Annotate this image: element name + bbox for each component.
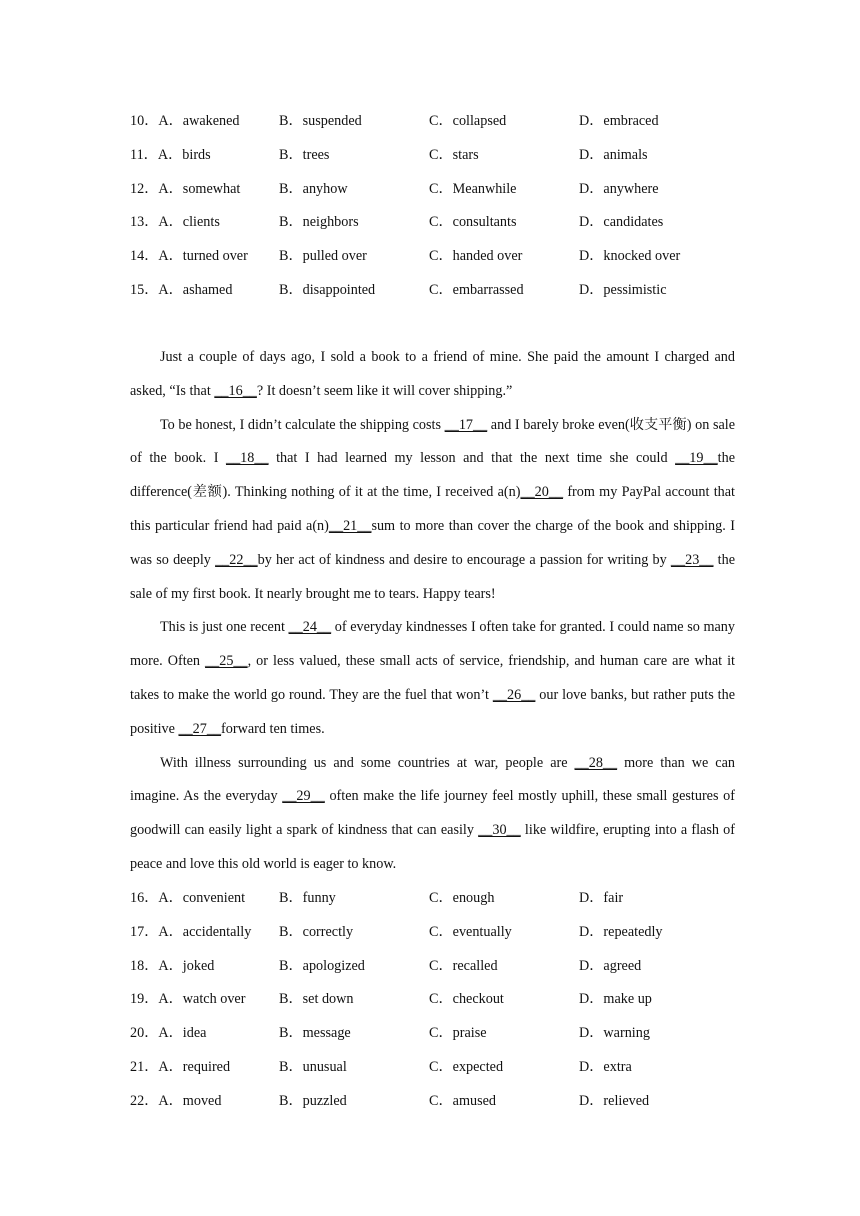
question-row-12	[130, 173, 770, 207]
option-b: B．set down	[279, 991, 354, 1008]
blank-19: __19__	[675, 450, 718, 467]
options-group-bottom	[130, 882, 770, 1119]
passage-text: by her act of kindness and desire to encourage a passion for writing by	[257, 551, 671, 568]
passage-text: and I barely broke even(收支平衡) on sale of the book. I	[130, 416, 736, 467]
option-c: C．recalled	[429, 957, 498, 974]
question-row-14	[130, 240, 770, 274]
passage-paragraph-4	[130, 747, 735, 882]
passage-text: from my PayPal account that this particular friend had paid a(n)	[130, 484, 735, 534]
cloze-passage	[130, 341, 735, 882]
blank-18: __18__	[225, 450, 269, 467]
option-b: B．disappointed	[279, 281, 376, 298]
passage-paragraph-2	[130, 409, 735, 612]
option-a: 20．A．idea	[130, 1025, 207, 1042]
blank-21: __21__	[328, 517, 372, 534]
passage-text: This is just one recent	[160, 619, 289, 636]
option-d: D．repeatedly	[579, 923, 663, 940]
option-a: 12．A．somewhat	[130, 180, 241, 197]
option-c: C．stars	[429, 146, 479, 163]
option-d: D．embraced	[579, 113, 659, 129]
blank-25: __25__	[205, 653, 248, 670]
question-row-16	[130, 882, 770, 916]
passage-paragraph-3	[130, 611, 735, 746]
options-group-top	[130, 105, 770, 308]
question-row-17	[130, 916, 770, 950]
option-b: B．anyhow	[279, 180, 348, 197]
passage-text: our love banks, but rather puts the positive	[130, 686, 735, 737]
question-row-20	[130, 1017, 770, 1051]
passage-text: like wildfire, erupting into a flash of peace and love this old world is eager to know.	[130, 822, 735, 872]
passage-text: the sale of my first book. It nearly brought me to tears. Happy tears!	[130, 551, 735, 602]
option-a: 10．A．awakened	[130, 113, 240, 129]
passage-text: often make the life journey feel mostly uphill, these small gestures of goodwill can easily light a spark of kindness that can easily	[130, 788, 735, 839]
blank-30: __30__	[478, 822, 521, 839]
option-a: 13．A．clients	[130, 214, 220, 231]
passage-text: the difference(差额). Thinking nothing of it at the time, I received a(n)	[130, 450, 735, 501]
question-row-10	[130, 105, 770, 139]
passage-text: of everyday kindnesses I often take for granted. I could name so many more. Often	[130, 619, 735, 670]
blank-17: __17__	[444, 416, 488, 433]
option-b: B．puzzled	[279, 1092, 347, 1109]
option-a: 16．A．convenient	[130, 890, 246, 906]
question-row-18	[130, 950, 770, 984]
blank-20: __20__	[520, 484, 564, 501]
blank-27: __27__	[178, 720, 222, 737]
option-c: C．expected	[429, 1058, 504, 1075]
blank-22: __22__	[215, 551, 258, 568]
passage-text: ? It doesn’t seem like it will cover shipping.”	[256, 382, 513, 399]
option-b: B．funny	[279, 890, 336, 906]
option-a: 17．A．accidentally	[130, 923, 252, 940]
option-d: D．relieved	[579, 1092, 650, 1109]
passage-paragraph-1	[130, 341, 735, 409]
option-c: C．handed over	[429, 248, 523, 265]
option-b: B．neighbors	[279, 214, 359, 231]
option-c: C．checkout	[429, 991, 504, 1008]
option-d: D．make up	[579, 991, 652, 1008]
option-d: D．agreed	[579, 957, 642, 974]
question-row-11	[130, 139, 770, 173]
option-b: B．unusual	[279, 1058, 347, 1075]
option-b: B．correctly	[279, 923, 354, 940]
passage-text: Just a couple of days ago, I sold a book to a friend of mine. She paid the amount I charged and asked, “Is that	[130, 349, 735, 399]
blank-28: __28__	[574, 754, 618, 771]
blank-23: __23__	[670, 551, 714, 568]
option-c: C．collapsed	[429, 113, 507, 129]
passage-text: forward ten times.	[221, 720, 325, 737]
question-row-15	[130, 274, 770, 308]
blank-16: __16__	[214, 382, 257, 399]
passage-text: that I had learned my lesson and that the next time she could	[268, 450, 676, 467]
option-a: 18．A．joked	[130, 957, 215, 974]
blank-24: __24__	[288, 619, 332, 636]
option-a: 19．A．watch over	[130, 991, 246, 1008]
option-c: C．embarrassed	[429, 281, 524, 298]
passage-text: , or less valued, these small acts of service, friendship, and human care are what it takes to make the world go round. They are the fuel that won’t	[130, 653, 735, 703]
option-b: B．suspended	[279, 113, 362, 129]
passage-text: sum to more than cover the charge of the book and shipping. I was so deeply	[130, 517, 735, 568]
passage-text: To be honest, I didn’t calculate the shipping costs	[160, 416, 445, 433]
option-a: 14．A．turned over	[130, 248, 248, 265]
option-d: D．knocked over	[579, 248, 681, 265]
option-d: D．pessimistic	[579, 281, 667, 298]
option-b: B．trees	[279, 146, 330, 163]
option-c: C．consultants	[429, 214, 517, 231]
blank-29: __29__	[282, 788, 325, 805]
option-c: C．enough	[429, 890, 495, 906]
option-a: 15．A．ashamed	[130, 281, 233, 298]
option-a: 21．A．required	[130, 1058, 231, 1075]
option-c: C．eventually	[429, 923, 512, 940]
option-c: C．amused	[429, 1092, 496, 1109]
passage-text: more than we can imagine. As the everyday	[130, 754, 735, 805]
option-d: D．warning	[579, 1025, 650, 1042]
question-row-22	[130, 1085, 770, 1119]
option-b: B．message	[279, 1025, 351, 1042]
option-d: D．fair	[579, 890, 624, 906]
option-d: D．animals	[579, 146, 648, 163]
option-a: 22．A．moved	[130, 1092, 222, 1109]
option-c: C．praise	[429, 1025, 487, 1042]
option-b: B．pulled over	[279, 248, 367, 265]
blank-26: __26__	[492, 686, 536, 703]
question-row-21	[130, 1051, 770, 1085]
option-d: D．candidates	[579, 214, 664, 231]
question-row-19	[130, 983, 770, 1017]
option-b: B．apologized	[279, 957, 365, 974]
question-row-13	[130, 206, 770, 240]
option-a: 11．A．birds	[130, 146, 211, 163]
option-c: C．Meanwhile	[429, 180, 517, 197]
option-d: D．extra	[579, 1058, 632, 1075]
passage-text: With illness surrounding us and some countries at war, people are	[160, 754, 575, 771]
option-d: D．anywhere	[579, 180, 659, 197]
